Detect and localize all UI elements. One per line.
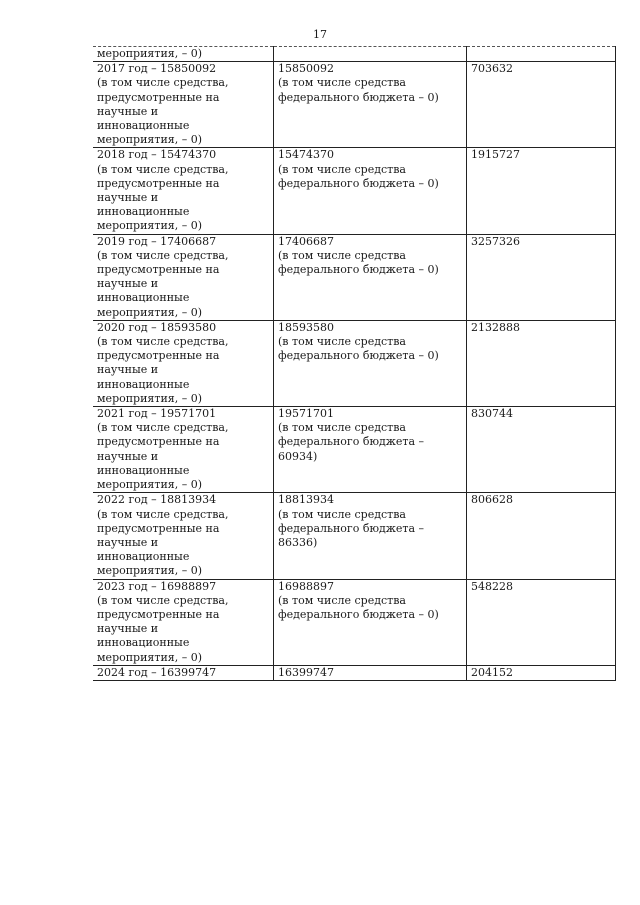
cell-text-line: научные и: [97, 191, 159, 205]
cell-text-line: инновационные: [97, 636, 190, 650]
cell-text-line: (в том числе средства,: [97, 76, 229, 90]
table-row: [93, 320, 616, 406]
other-source-cell: [467, 493, 616, 579]
cell-text-line: (в том числе средства,: [97, 162, 229, 176]
cell-text-line: (в том числе средства,: [97, 421, 229, 435]
cell-text-line: инновационные: [97, 463, 190, 477]
cell-text-line: (в том числе средства,: [97, 593, 229, 607]
cell-text-line: предусмотренные на: [97, 435, 220, 449]
cell-text-line: 15474370: [278, 148, 334, 162]
cell-text-line: федерального бюджета – 0): [278, 349, 439, 363]
other-source-cell: [467, 665, 616, 680]
cell-text-line: инновационные: [97, 205, 190, 219]
table-row: [93, 493, 616, 579]
cell-text-line: (в том числе средства,: [97, 507, 229, 521]
cell-text-line: предусмотренные на: [97, 607, 220, 621]
regional-budget-cell: [274, 320, 467, 406]
cell-text-line: (в том числе средства: [278, 593, 406, 607]
cell-text-line: 830744: [471, 407, 513, 421]
cell-text-line: 1915727: [471, 148, 520, 162]
table-row: [93, 665, 616, 680]
table-row: [93, 234, 616, 320]
total-funding-cell: [93, 47, 274, 62]
cell-text-line: мероприятия, – 0): [97, 133, 203, 147]
regional-budget-cell: [274, 493, 467, 579]
cell-text-line: мероприятия, – 0): [97, 219, 203, 233]
cell-text-line: научные и: [97, 449, 159, 463]
table-row: [93, 407, 616, 493]
regional-budget-cell: [274, 407, 467, 493]
cell-text-line: научные и: [97, 277, 159, 291]
cell-text-line: 806628: [471, 493, 513, 507]
regional-budget-cell: [274, 234, 467, 320]
cell-text-line: 16399747: [278, 665, 334, 679]
cell-text-line: 60934): [278, 449, 318, 463]
regional-budget-cell: [274, 62, 467, 148]
cell-text-line: инновационные: [97, 119, 190, 133]
other-source-cell: [467, 234, 616, 320]
cell-text-line: 3257326: [471, 234, 520, 248]
cell-text-line: 703632: [471, 62, 513, 76]
cell-text-line: 2020 год – 18593580: [97, 320, 217, 334]
regional-budget-cell: [274, 579, 467, 665]
cell-text-line: федерального бюджета –: [278, 435, 425, 449]
other-source-cell: [467, 407, 616, 493]
cell-text-line: 2132888: [471, 320, 520, 334]
cell-text-line: 16988897: [278, 579, 334, 593]
other-source-cell: [467, 47, 616, 62]
cell-text-line: федерального бюджета –: [278, 521, 425, 535]
table-row: [93, 579, 616, 665]
cell-text-line: научные и: [97, 535, 159, 549]
total-funding-cell: [93, 665, 274, 680]
total-funding-cell: [93, 234, 274, 320]
cell-text-line: 18593580: [278, 320, 334, 334]
cell-text-line: 548228: [471, 579, 513, 593]
cell-text-line: 17406687: [278, 234, 334, 248]
cell-text-line: предусмотренные на: [97, 349, 220, 363]
regional-budget-cell: [274, 47, 467, 62]
cell-text-line: (в том числе средства: [278, 421, 406, 435]
cell-text-line: (в том числе средства: [278, 76, 406, 90]
table-row: [93, 47, 616, 62]
cell-text-line: предусмотренные на: [97, 263, 220, 277]
cell-text-line: 204152: [471, 665, 513, 679]
cell-text-line: федерального бюджета – 0): [278, 607, 439, 621]
table-row: [93, 62, 616, 148]
cell-text-line: научные и: [97, 363, 159, 377]
cell-text-line: инновационные: [97, 291, 190, 305]
total-funding-cell: [93, 62, 274, 148]
cell-text-line: мероприятия, – 0): [97, 391, 203, 405]
cell-text-line: (в том числе средства: [278, 248, 406, 262]
table-body: [93, 47, 616, 681]
cell-text-line: мероприятия, – 0): [97, 47, 203, 60]
cell-text-line: 15850092: [278, 62, 334, 76]
regional-budget-cell: [274, 148, 467, 234]
cell-text-line: научные и: [97, 104, 159, 118]
cell-text-line: мероприятия, – 0): [97, 650, 203, 664]
page-number: 17: [313, 28, 327, 41]
cell-text-line: предусмотренные на: [97, 521, 220, 535]
cell-text-line: научные и: [97, 622, 159, 636]
cell-text-line: федерального бюджета – 0): [278, 90, 439, 104]
cell-text-line: 2018 год – 15474370: [97, 148, 217, 162]
cell-text-line: мероприятия, – 0): [97, 478, 203, 492]
cell-text-line: (в том числе средства,: [97, 335, 229, 349]
cell-text-line: 19571701: [278, 407, 334, 421]
cell-text-line: 2024 год – 16399747: [97, 665, 217, 679]
cell-text-line: мероприятия, – 0): [97, 564, 203, 578]
budget-table: [93, 46, 616, 681]
total-funding-cell: [93, 579, 274, 665]
total-funding-cell: [93, 148, 274, 234]
other-source-cell: [467, 320, 616, 406]
cell-text-line: (в том числе средства: [278, 162, 406, 176]
other-source-cell: [467, 62, 616, 148]
cell-text-line: инновационные: [97, 377, 190, 391]
cell-text-line: федерального бюджета – 0): [278, 176, 439, 190]
cell-text-line: предусмотренные на: [97, 176, 220, 190]
total-funding-cell: [93, 407, 274, 493]
cell-text-line: предусмотренные на: [97, 90, 220, 104]
regional-budget-cell: [274, 665, 467, 680]
cell-text-line: 2023 год – 16988897: [97, 579, 217, 593]
cell-text-line: мероприятия, – 0): [97, 305, 203, 319]
total-funding-cell: [93, 320, 274, 406]
other-source-cell: [467, 148, 616, 234]
cell-text-line: инновационные: [97, 550, 190, 564]
cell-text-line: 18813934: [278, 493, 334, 507]
cell-text-line: (в том числе средства: [278, 335, 406, 349]
cell-text-line: (в том числе средства,: [97, 248, 229, 262]
cell-text-line: федерального бюджета – 0): [278, 263, 439, 277]
cell-text-line: 2019 год – 17406687: [97, 234, 217, 248]
cell-text-line: 2017 год – 15850092: [97, 62, 217, 76]
cell-text-line: 2021 год – 19571701: [97, 407, 217, 421]
cell-text-line: 2022 год – 18813934: [97, 493, 217, 507]
other-source-cell: [467, 579, 616, 665]
cell-text-line: 86336): [278, 535, 318, 549]
total-funding-cell: [93, 493, 274, 579]
cell-text-line: (в том числе средства: [278, 507, 406, 521]
table-row: [93, 148, 616, 234]
